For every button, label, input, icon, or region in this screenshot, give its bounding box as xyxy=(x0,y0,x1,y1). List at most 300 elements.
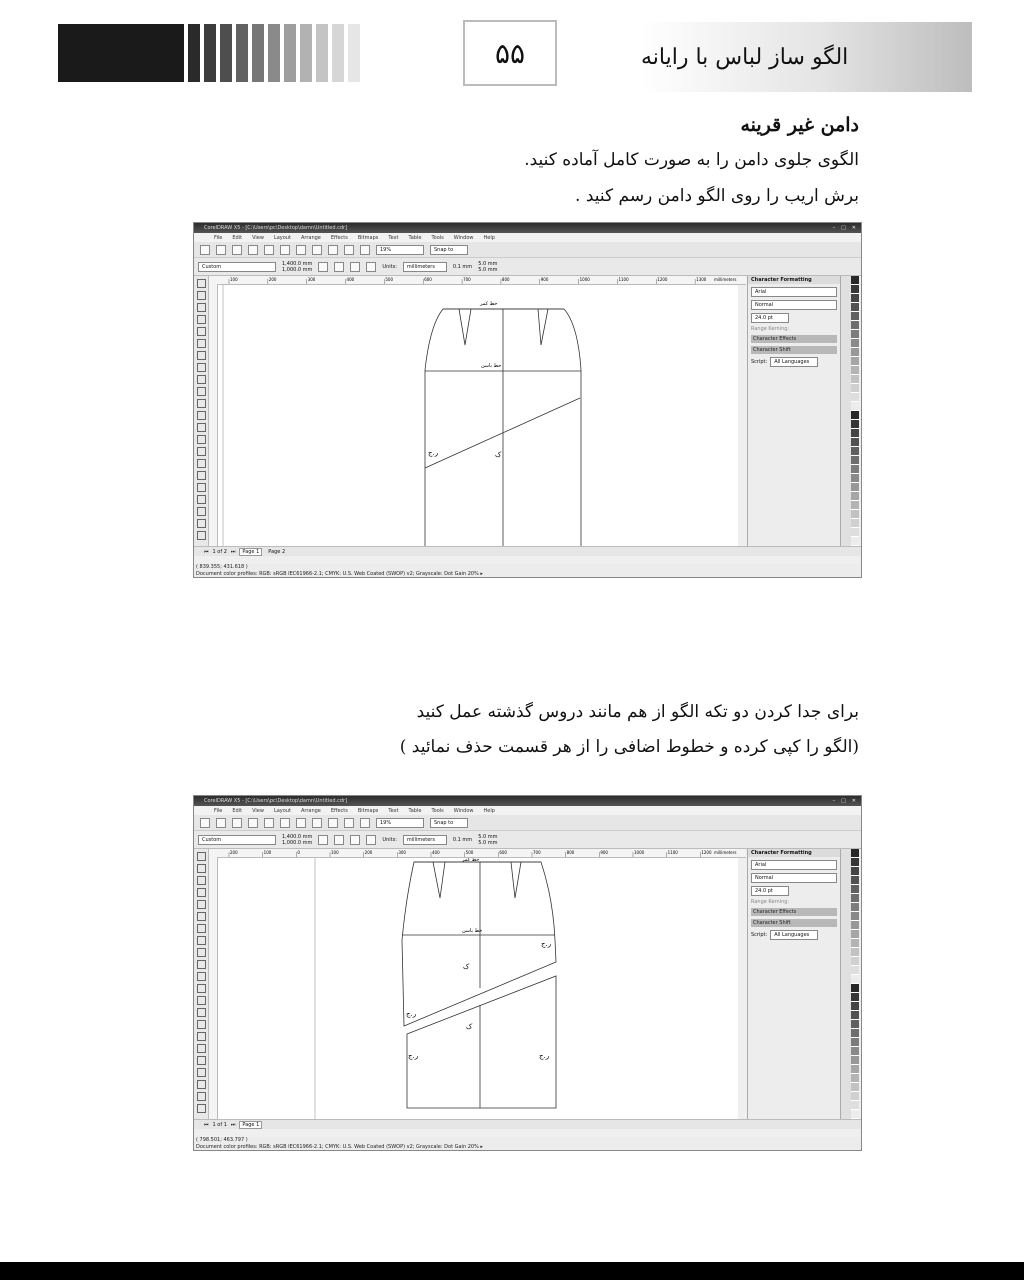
ruler-tick-label: 800 xyxy=(566,850,575,855)
character-shift-section[interactable]: Character Shift xyxy=(751,346,837,354)
page-width[interactable]: 1,400.0 mm xyxy=(282,833,313,840)
ruler-tick-label: 700 xyxy=(533,850,541,855)
tool-icon[interactable] xyxy=(197,1020,206,1029)
palette-swatch[interactable] xyxy=(851,921,859,930)
palette-swatch[interactable] xyxy=(851,483,859,492)
tool-icon[interactable] xyxy=(197,315,206,324)
character-formatting-docker xyxy=(747,276,840,554)
palette-swatch[interactable] xyxy=(851,465,859,474)
tool-icon[interactable] xyxy=(197,960,206,969)
palette-swatch[interactable] xyxy=(851,993,859,1002)
page-tab-1[interactable]: Page 1 xyxy=(239,548,262,556)
book-title: الگو ساز لباس با رایانه xyxy=(641,22,972,92)
palette-swatch[interactable] xyxy=(851,393,859,402)
property-bar xyxy=(194,831,861,849)
hip-label: خط باسن xyxy=(481,363,502,369)
color-profiles: Document color profiles: RGB: sRGB IEC61966-2.1; CMYK: U.S. Web Coated (SWOP) v2; Grayscale: Dot Gain 20% ▸ xyxy=(196,1144,483,1150)
maximize-icon[interactable]: □ xyxy=(841,798,846,804)
page-number: ۵۵ xyxy=(463,20,557,86)
palette-swatch[interactable] xyxy=(851,1002,859,1011)
header-bar xyxy=(236,24,248,82)
range-kerning-label: Range Kerning: xyxy=(751,899,790,905)
menu-edit[interactable]: Edit xyxy=(232,807,243,814)
palette-swatch[interactable] xyxy=(851,294,859,303)
export-icon[interactable] xyxy=(360,245,370,255)
current-page-icon[interactable] xyxy=(366,835,376,845)
palette-swatch[interactable] xyxy=(851,330,859,339)
ruler-tick-label: 500 xyxy=(465,850,474,855)
palette-swatch[interactable] xyxy=(851,1047,859,1056)
menu-text[interactable]: Text xyxy=(388,234,399,241)
tool-icon[interactable] xyxy=(197,1068,206,1077)
undo-icon[interactable] xyxy=(312,245,322,255)
tool-icon[interactable] xyxy=(197,279,206,288)
menu-tools[interactable]: Tools xyxy=(431,234,444,241)
character-effects-section[interactable]: Character Effects xyxy=(751,335,837,343)
landscape-icon[interactable] xyxy=(334,835,344,845)
menu-layout[interactable]: Layout xyxy=(273,807,291,814)
palette-swatch[interactable] xyxy=(851,984,859,993)
paste-icon[interactable] xyxy=(296,818,306,828)
palette-swatch[interactable] xyxy=(851,339,859,348)
tool-icon[interactable] xyxy=(197,1092,206,1101)
page-tab-2[interactable]: Page 2 xyxy=(268,548,286,555)
palette-swatch[interactable] xyxy=(851,966,859,975)
palette-swatch[interactable] xyxy=(851,1101,859,1110)
ruler-tick-label: 1000 xyxy=(579,277,590,282)
tool-icon[interactable] xyxy=(197,339,206,348)
palette-swatch[interactable] xyxy=(851,285,859,294)
ruler-tick-label: 1100 xyxy=(667,850,678,855)
open-icon[interactable] xyxy=(216,818,226,828)
header-bar xyxy=(220,24,232,82)
script-label: Script: xyxy=(751,932,768,938)
menu-effects[interactable]: Effects xyxy=(330,234,348,241)
copy-icon[interactable] xyxy=(280,818,290,828)
maximize-icon[interactable]: □ xyxy=(841,225,846,231)
header-bar xyxy=(300,24,312,82)
menu-file[interactable]: File xyxy=(214,807,223,814)
piece-label: ک xyxy=(495,451,502,459)
cut-icon[interactable] xyxy=(264,818,274,828)
palette-swatch[interactable] xyxy=(851,876,859,885)
menu-file[interactable]: File xyxy=(214,234,223,241)
menu-view[interactable]: View xyxy=(252,807,264,814)
portrait-icon[interactable] xyxy=(318,262,328,272)
palette-swatch[interactable] xyxy=(851,957,859,966)
script-label: Script: xyxy=(751,359,768,365)
tool-icon[interactable] xyxy=(197,912,206,921)
palette-swatch[interactable] xyxy=(851,894,859,903)
palette-swatch[interactable] xyxy=(851,366,859,375)
ruler-tick-label: 100 xyxy=(331,850,339,855)
ruler-tick-label: 100 xyxy=(263,850,272,855)
paragraph-2: برش اریب را روی الگو دامن رسم کنید . xyxy=(575,186,859,206)
docker-title: Character Formatting xyxy=(748,276,840,284)
ruler-tick-label: 100 xyxy=(230,277,238,282)
tool-icon[interactable] xyxy=(197,519,206,528)
header-bar xyxy=(348,24,360,82)
ruler-tick-label: 600 xyxy=(424,277,432,282)
last-page-icon[interactable]: ⏭ xyxy=(230,1121,236,1128)
tool-icon[interactable] xyxy=(197,852,206,861)
grain-label-upper: ر.ج xyxy=(541,940,552,948)
ruler-tick-label: 700 xyxy=(463,277,471,282)
tool-icon[interactable] xyxy=(197,411,206,420)
standard-toolbar xyxy=(194,815,861,831)
copy-icon[interactable] xyxy=(280,245,290,255)
page-preset-select[interactable]: Custom xyxy=(198,835,276,845)
palette-swatch[interactable] xyxy=(851,276,859,285)
paragraph-3: برای جدا کردن دو تکه الگو از هم مانند دروس گذشته عمل کنید xyxy=(416,702,859,722)
page-count: 1 of 1 xyxy=(212,1121,227,1128)
current-page-icon[interactable] xyxy=(366,262,376,272)
menu-effects[interactable]: Effects xyxy=(330,807,348,814)
tool-icon[interactable] xyxy=(197,423,206,432)
palette-swatch[interactable] xyxy=(851,312,859,321)
palette-swatch[interactable] xyxy=(851,501,859,510)
units-label: Units: xyxy=(382,263,397,270)
palette-swatch[interactable] xyxy=(851,375,859,384)
palette-swatch[interactable] xyxy=(851,1083,859,1092)
last-page-icon[interactable]: ⏭ xyxy=(230,548,236,555)
save-icon[interactable] xyxy=(232,245,242,255)
duplicate-y[interactable]: 5.0 mm xyxy=(478,266,498,273)
tool-icon[interactable] xyxy=(197,303,206,312)
nudge-value[interactable]: 0.1 mm xyxy=(452,836,473,843)
ruler-tick-label: 500 xyxy=(385,277,394,282)
tool-icon[interactable] xyxy=(197,495,206,504)
palette-swatch[interactable] xyxy=(851,1011,859,1020)
menu-window[interactable]: Window xyxy=(453,234,474,241)
tool-icon[interactable] xyxy=(197,924,206,933)
waist-label: خط کمر xyxy=(462,858,480,863)
ruler-unit-label: millimeters xyxy=(714,850,737,855)
vertical-ruler xyxy=(209,284,218,546)
window-title: CorelDRAW X5 - [C:\Users\pc\Desktop\damn\Untitled.cdr] xyxy=(204,225,348,231)
palette-swatch[interactable] xyxy=(851,348,859,357)
character-shift-section[interactable]: Character Shift xyxy=(751,919,837,927)
tool-icon[interactable] xyxy=(197,447,206,456)
script-select[interactable]: All Languages xyxy=(770,930,818,940)
tool-icon[interactable] xyxy=(197,531,206,540)
palette-swatch[interactable] xyxy=(851,948,859,957)
ruler-tick-label: 1000 xyxy=(634,850,645,855)
duplicate-x[interactable]: 5.0 mm xyxy=(478,833,498,840)
color-palette[interactable] xyxy=(851,276,859,554)
menu-view[interactable]: View xyxy=(252,234,264,241)
tool-icon[interactable] xyxy=(197,888,206,897)
tool-icon[interactable] xyxy=(197,435,206,444)
piece-label-upper: ک xyxy=(463,963,470,971)
palette-swatch[interactable] xyxy=(851,510,859,519)
units-select[interactable]: millimeters xyxy=(403,262,447,272)
property-bar xyxy=(194,258,861,276)
cursor-coordinates: ( 839.355; 431.618 ) xyxy=(196,564,248,570)
ruler-tick-label: 1200 xyxy=(701,850,712,855)
tool-icon[interactable] xyxy=(197,351,206,360)
tool-icon[interactable] xyxy=(197,1104,206,1113)
print-icon[interactable] xyxy=(248,245,258,255)
ruler-tick-label: 300 xyxy=(398,850,406,855)
font-size-field[interactable]: 24.0 pt xyxy=(751,886,789,896)
paragraph-4: (الگو را کپی کرده و خطوط اضافی را از هر قسمت حذف نمائید ) xyxy=(399,737,859,757)
palette-swatch[interactable] xyxy=(851,1110,859,1119)
grain-label-lower-left: ر.ج xyxy=(408,1052,419,1060)
portrait-icon[interactable] xyxy=(318,835,328,845)
menu-bitmaps[interactable]: Bitmaps xyxy=(357,234,379,241)
grain-label-lower-right: ر.ج xyxy=(539,1052,550,1060)
script-select[interactable]: All Languages xyxy=(770,357,818,367)
tool-icon[interactable] xyxy=(197,900,206,909)
snap-select[interactable]: Snap to xyxy=(430,818,468,828)
tool-icon[interactable] xyxy=(197,864,206,873)
landscape-icon[interactable] xyxy=(334,262,344,272)
tool-icon[interactable] xyxy=(197,1008,206,1017)
tool-icon[interactable] xyxy=(197,507,206,516)
vertical-ruler xyxy=(209,857,218,1119)
header-bar xyxy=(252,24,264,82)
import-icon[interactable] xyxy=(344,818,354,828)
palette-swatch[interactable] xyxy=(851,867,859,876)
palette-swatch[interactable] xyxy=(851,939,859,948)
ruler-tick-label: 400 xyxy=(346,277,355,282)
menu-text[interactable]: Text xyxy=(388,807,399,814)
toolbox xyxy=(194,276,209,554)
hip-label: خط باسن xyxy=(462,928,483,934)
font-size-field[interactable]: 24.0 pt xyxy=(751,313,789,323)
style-select[interactable]: Normal xyxy=(751,300,837,310)
open-icon[interactable] xyxy=(216,245,226,255)
drawing-canvas[interactable] xyxy=(218,285,738,547)
paste-icon[interactable] xyxy=(296,245,306,255)
coreldraw-screenshot-2 xyxy=(193,795,862,1151)
tool-icon[interactable] xyxy=(197,363,206,372)
palette-swatch[interactable] xyxy=(851,528,859,537)
palette-swatch[interactable] xyxy=(851,975,859,984)
tool-icon[interactable] xyxy=(197,1032,206,1041)
new-icon[interactable] xyxy=(200,818,210,828)
header-bar xyxy=(188,24,200,82)
ruler-tick-label: 200 xyxy=(268,277,277,282)
palette-swatch[interactable] xyxy=(851,1056,859,1065)
first-page-icon[interactable]: ⏮ xyxy=(204,1121,209,1128)
palette-swatch[interactable] xyxy=(851,1092,859,1101)
palette-swatch[interactable] xyxy=(851,357,859,366)
palette-swatch[interactable] xyxy=(851,1074,859,1083)
first-page-icon[interactable]: ⏮ xyxy=(204,548,209,555)
ruler-tick-label: 1100 xyxy=(618,277,629,282)
window-titlebar xyxy=(194,796,861,806)
menu-help[interactable]: Help xyxy=(483,807,495,814)
standard-toolbar xyxy=(194,242,861,258)
palette-swatch[interactable] xyxy=(851,492,859,501)
drawing-canvas[interactable] xyxy=(218,858,738,1120)
palette-swatch[interactable] xyxy=(851,1029,859,1038)
tool-icon[interactable] xyxy=(197,291,206,300)
palette-swatch[interactable] xyxy=(851,1038,859,1047)
ruler-tick-label: 200 xyxy=(364,850,373,855)
ruler-tick-label: 800 xyxy=(501,277,510,282)
menu-bitmaps[interactable]: Bitmaps xyxy=(357,807,379,814)
horizontal-ruler xyxy=(209,276,746,285)
print-icon[interactable] xyxy=(248,818,258,828)
undo-icon[interactable] xyxy=(312,818,322,828)
character-effects-section[interactable]: Character Effects xyxy=(751,908,837,916)
palette-swatch[interactable] xyxy=(851,384,859,393)
coreldraw-screenshot-1 xyxy=(193,222,862,578)
tool-icon[interactable] xyxy=(197,996,206,1005)
all-pages-icon[interactable] xyxy=(350,262,360,272)
toolbox xyxy=(194,849,209,1127)
header-bar xyxy=(284,24,296,82)
minimize-icon[interactable]: – xyxy=(832,798,836,804)
palette-swatch[interactable] xyxy=(851,885,859,894)
ruler-tick-label: 1200 xyxy=(657,277,668,282)
all-pages-icon[interactable] xyxy=(350,835,360,845)
font-select[interactable]: Arial xyxy=(751,860,837,870)
palette-swatch[interactable] xyxy=(851,519,859,528)
header-bar xyxy=(204,24,216,82)
workspace xyxy=(194,276,861,562)
palette-swatch[interactable] xyxy=(851,420,859,429)
zoom-select[interactable]: 19% xyxy=(376,245,424,255)
palette-swatch[interactable] xyxy=(851,474,859,483)
page-width[interactable]: 1,400.0 mm xyxy=(282,260,313,267)
menu-arrange[interactable]: Arrange xyxy=(300,807,321,814)
page-navigator xyxy=(194,1119,861,1129)
tool-icon[interactable] xyxy=(197,1056,206,1065)
tool-icon[interactable] xyxy=(197,387,206,396)
menu-layout[interactable]: Layout xyxy=(273,234,291,241)
redo-icon[interactable] xyxy=(328,818,338,828)
style-select[interactable]: Normal xyxy=(751,873,837,883)
menu-edit[interactable]: Edit xyxy=(232,234,243,241)
palette-swatch[interactable] xyxy=(851,447,859,456)
palette-swatch[interactable] xyxy=(851,1065,859,1074)
palette-swatch[interactable] xyxy=(851,321,859,330)
cut-icon[interactable] xyxy=(264,245,274,255)
grain-label-upper-left: ر.ج xyxy=(406,1010,417,1018)
page-height[interactable]: 1,000.0 mm xyxy=(282,839,313,846)
palette-swatch[interactable] xyxy=(851,303,859,312)
tool-icon[interactable] xyxy=(197,972,206,981)
close-icon[interactable]: ✕ xyxy=(851,798,856,804)
cursor-coordinates: ( 798.501; 463.797 ) xyxy=(196,1137,248,1143)
header-bar xyxy=(332,24,344,82)
tool-icon[interactable] xyxy=(197,375,206,384)
ruler-tick-label: 900 xyxy=(600,850,608,855)
range-kerning-label: Range Kerning: xyxy=(751,326,790,332)
save-icon[interactable] xyxy=(232,818,242,828)
color-palette[interactable] xyxy=(851,849,859,1127)
section-heading: دامن غیر قرینه xyxy=(740,114,859,136)
duplicate-x[interactable]: 5.0 mm xyxy=(478,260,498,267)
color-profiles: Document color profiles: RGB: sRGB IEC61966-2.1; CMYK: U.S. Web Coated (SWOP) v2; Grayscale: Dot Gain 20% ▸ xyxy=(196,571,483,577)
ruler-tick-label: 900 xyxy=(540,277,549,282)
minimize-icon[interactable]: – xyxy=(832,225,836,231)
ruler-tick-label: 300 xyxy=(307,277,316,282)
page-height[interactable]: 1,000.0 mm xyxy=(282,266,313,273)
menu-table[interactable]: Table xyxy=(408,234,422,241)
grain-label: ر.ج xyxy=(428,449,439,457)
tool-icon[interactable] xyxy=(197,327,206,336)
window-title: CorelDRAW X5 - [C:\Users\pc\Desktop\damn\Untitled.cdr] xyxy=(204,798,348,804)
palette-swatch[interactable] xyxy=(851,429,859,438)
palette-swatch[interactable] xyxy=(851,438,859,447)
ruler-tick-label: 0 xyxy=(297,850,300,855)
character-formatting-docker xyxy=(747,849,840,1127)
palette-swatch[interactable] xyxy=(851,537,859,546)
palette-swatch[interactable] xyxy=(851,411,859,420)
menu-tools[interactable]: Tools xyxy=(431,807,444,814)
palette-swatch[interactable] xyxy=(851,849,859,858)
ruler-unit-label: millimeters xyxy=(714,277,737,282)
palette-swatch[interactable] xyxy=(851,912,859,921)
page-tab-1[interactable]: Page 1 xyxy=(239,1121,262,1129)
menu-arrange[interactable]: Arrange xyxy=(300,234,321,241)
tool-icon[interactable] xyxy=(197,936,206,945)
horizontal-ruler xyxy=(209,849,746,858)
menu-table[interactable]: Table xyxy=(408,807,422,814)
units-label: Units: xyxy=(382,836,397,843)
tool-icon[interactable] xyxy=(197,471,206,480)
menu-help[interactable]: Help xyxy=(483,234,495,241)
workspace xyxy=(194,849,861,1135)
palette-swatch[interactable] xyxy=(851,456,859,465)
close-icon[interactable]: ✕ xyxy=(851,225,856,231)
docker-tabs xyxy=(840,276,851,554)
ruler-tick-label: 1300 xyxy=(696,277,707,282)
docker-tabs xyxy=(840,849,851,1127)
palette-swatch[interactable] xyxy=(851,402,859,411)
split-skirt-pattern-drawing xyxy=(218,858,738,1120)
units-select[interactable]: millimeters xyxy=(403,835,447,845)
palette-swatch[interactable] xyxy=(851,1020,859,1029)
palette-swatch[interactable] xyxy=(851,903,859,912)
tool-icon[interactable] xyxy=(197,876,206,885)
palette-swatch[interactable] xyxy=(851,930,859,939)
redo-icon[interactable] xyxy=(328,245,338,255)
snap-select[interactable]: Snap to xyxy=(430,245,468,255)
tool-icon[interactable] xyxy=(197,984,206,993)
tool-icon[interactable] xyxy=(197,948,206,957)
skirt-pattern-drawing xyxy=(218,285,738,547)
bottom-black-bar xyxy=(0,1262,1024,1280)
paragraph-1: الگوی جلوی دامن را به صورت کامل آماده کنید. xyxy=(524,150,859,170)
nudge-value[interactable]: 0.1 mm xyxy=(452,263,473,270)
tool-icon[interactable] xyxy=(197,1080,206,1089)
import-icon[interactable] xyxy=(344,245,354,255)
export-icon[interactable] xyxy=(360,818,370,828)
zoom-select[interactable]: 19% xyxy=(376,818,424,828)
menu-window[interactable]: Window xyxy=(453,807,474,814)
tool-icon[interactable] xyxy=(197,459,206,468)
status-bar xyxy=(194,564,861,578)
header-bar xyxy=(316,24,328,82)
tool-icon[interactable] xyxy=(197,1044,206,1053)
tool-icon[interactable] xyxy=(197,399,206,408)
tool-icon[interactable] xyxy=(197,483,206,492)
palette-swatch[interactable] xyxy=(851,858,859,867)
font-select[interactable]: Arial xyxy=(751,287,837,297)
page-preset-select[interactable]: Custom xyxy=(198,262,276,272)
duplicate-y[interactable]: 5.0 mm xyxy=(478,839,498,846)
header-bar xyxy=(268,24,280,82)
new-icon[interactable] xyxy=(200,245,210,255)
page-count: 1 of 2 xyxy=(212,548,227,555)
ruler-tick-label: 400 xyxy=(432,850,440,855)
